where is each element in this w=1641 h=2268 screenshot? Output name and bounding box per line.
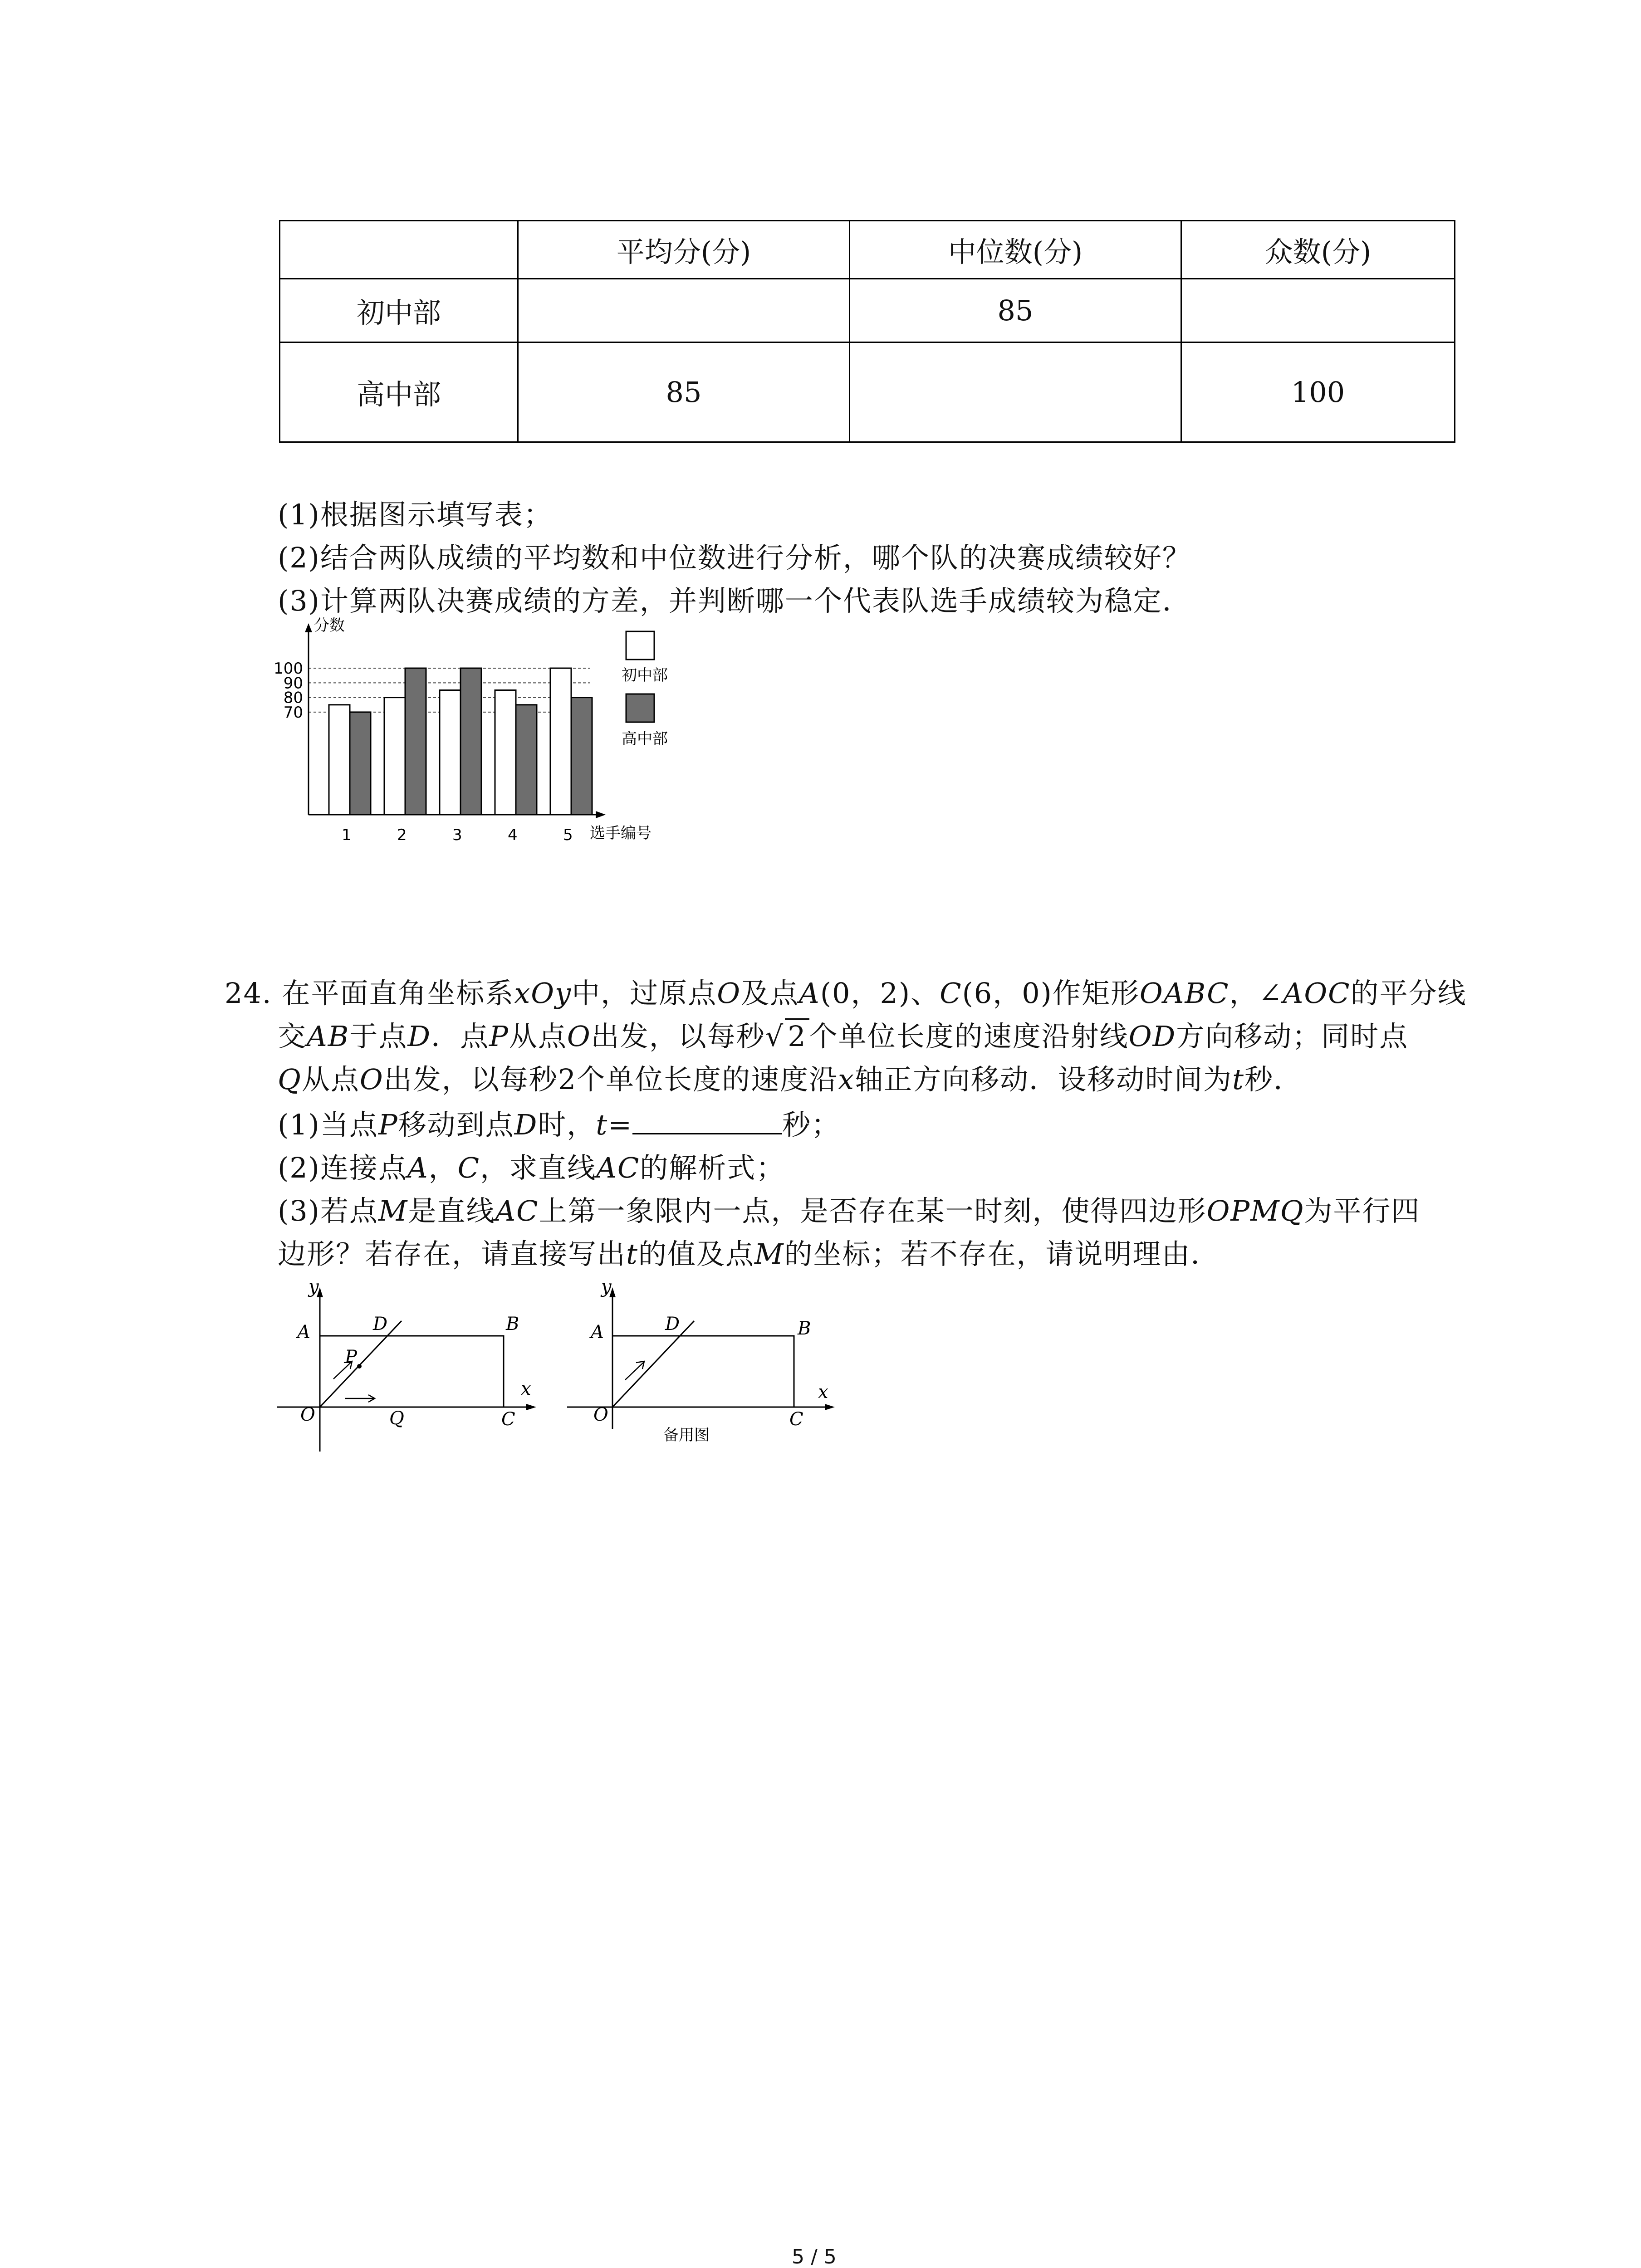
point-q-label: Q — [389, 1408, 404, 1429]
origin-label: O — [593, 1404, 608, 1425]
bar-junior — [384, 698, 405, 815]
y-axis-label: 分数 — [314, 617, 345, 635]
bar-senior — [405, 668, 426, 815]
header-mean: 平均分(分) — [518, 221, 850, 279]
coordinate-figure-backup — [563, 1279, 844, 1456]
bar-chart — [263, 617, 690, 853]
point-b-label: B — [798, 1318, 811, 1339]
row-label: 高中部 — [280, 342, 518, 442]
coordinate-figure-main — [272, 1279, 554, 1456]
bar-junior — [495, 690, 516, 815]
x-tick-label: 2 — [397, 826, 407, 844]
legend-swatch-junior — [626, 631, 654, 660]
cell-median — [850, 342, 1181, 442]
legend-label-junior: 初中部 — [622, 666, 668, 684]
y-tick-label: 90 — [283, 674, 303, 693]
cell-mean: 85 — [518, 342, 850, 442]
y-axis-label: y — [309, 1279, 319, 1297]
header-mode: 众数(分) — [1181, 221, 1455, 279]
row-label: 初中部 — [280, 279, 518, 342]
point-c-label: C — [789, 1409, 803, 1430]
point-c-label: C — [501, 1409, 515, 1430]
question-number: 24. — [225, 977, 272, 1010]
table-row — [280, 279, 1455, 342]
bar-senior — [350, 712, 371, 815]
x-tick-label: 3 — [452, 826, 462, 844]
x-tick-label: 5 — [563, 826, 573, 844]
header-empty — [280, 221, 518, 279]
x-tick-label: 4 — [508, 826, 518, 844]
bar-senior — [460, 668, 481, 815]
q24-part2: (2)连接点A，C，求直线AC的解析式； — [278, 1151, 785, 1184]
point-a-label: A — [297, 1322, 310, 1343]
cell-median: 85 — [850, 279, 1181, 342]
y-tick-label: 70 — [283, 703, 303, 722]
bar-junior — [329, 705, 350, 815]
q24-part3-line2: 边形？若存在，请直接写出t的值及点M的坐标；若不存在，请说明理由． — [278, 1237, 1220, 1271]
bar-senior — [571, 698, 592, 815]
point-a-label: A — [591, 1322, 604, 1343]
q24-line2: 交AB于点D．点P从点O出发，以每秒√ 2个单位长度的速度沿射线OD方向移动；同时点 — [278, 1014, 1408, 1054]
cell-mode: 100 — [1181, 342, 1455, 442]
x-axis-label: x — [521, 1378, 531, 1399]
q24-line1: 24. 在平面直角坐标系xOy中，过原点O及点A(0，2)、C(6，0)作矩形OABC，∠AOC的平分线 — [225, 977, 1467, 1010]
score-table — [279, 220, 1455, 443]
q23-part3: (3)计算两队决赛成绩的方差，并判断哪一个代表队选手成绩较为稳定． — [278, 584, 1191, 617]
x-axis-label: 选手编号 — [590, 824, 652, 842]
bar-senior — [516, 705, 537, 815]
q24-line3: Q从点O出发，以每秒2个单位长度的速度沿x轴正方向移动．设移动时间为t秒． — [278, 1063, 1303, 1096]
chart-bars — [329, 668, 592, 815]
origin-label: O — [300, 1404, 315, 1425]
sqrt-radicand: 2 — [785, 1018, 809, 1053]
point-d-label: D — [373, 1314, 388, 1334]
q24-part3-line1: (3)若点M是直线AC上第一象限内一点，是否存在某一时刻，使得四边形OPMQ为平行四 — [278, 1194, 1421, 1227]
backup-figure-caption: 备用图 — [663, 1426, 710, 1444]
header-median: 中位数(分) — [850, 221, 1181, 279]
table-row — [280, 342, 1455, 442]
y-tick-label: 80 — [283, 689, 303, 707]
point-b-label: B — [506, 1314, 519, 1334]
page-number: 5 / 5 — [792, 2245, 837, 2268]
legend-label-senior: 高中部 — [622, 730, 668, 748]
x-axis-label: x — [818, 1382, 828, 1403]
q23-part2: (2)结合两队成绩的平均数和中位数进行分析，哪个队的决赛成绩较好？ — [278, 541, 1191, 574]
x-tick-label: 1 — [342, 826, 352, 844]
legend-swatch-senior — [626, 694, 654, 722]
sqrt-symbol: √ — [765, 1020, 784, 1053]
y-tick-label: 100 — [274, 660, 303, 678]
q23-part1: (1)根据图示填写表； — [278, 498, 553, 531]
q24-part1: (1)当点P移动到点D时，t= 秒； — [278, 1102, 840, 1143]
cell-mode — [1181, 279, 1455, 342]
bar-junior — [440, 690, 460, 815]
bar-junior — [550, 668, 571, 815]
point-p-label: P — [345, 1347, 357, 1368]
chart-legend — [622, 631, 668, 748]
point-d-label: D — [665, 1314, 680, 1334]
cell-mean — [518, 279, 850, 342]
y-axis-label: y — [601, 1279, 612, 1297]
answer-blank[interactable] — [632, 1106, 782, 1134]
